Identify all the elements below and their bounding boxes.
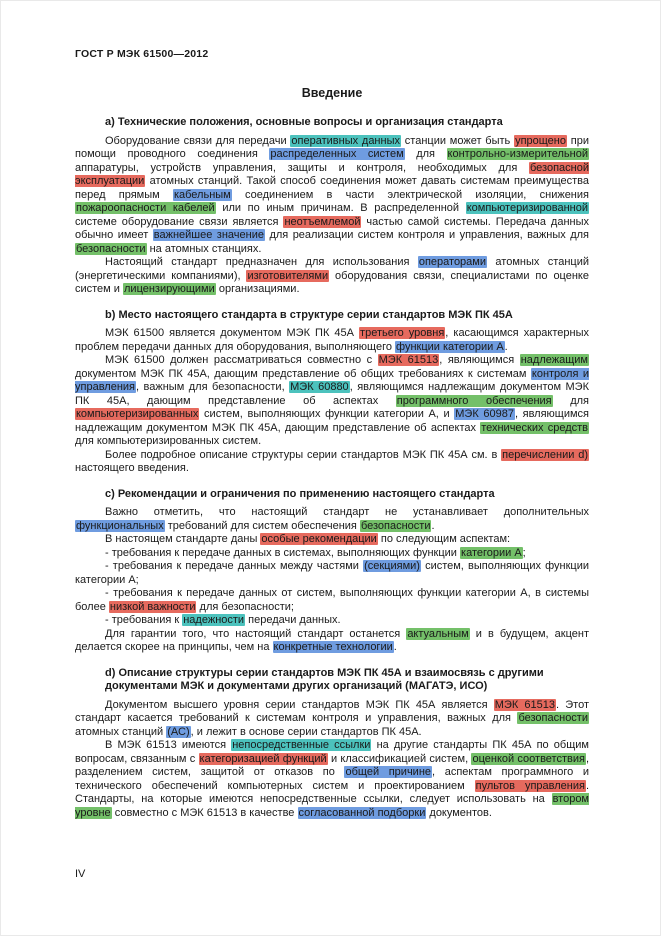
paragraph [75, 560, 589, 587]
text-run: Важно отметить, что настоящий стандарт не устанавливает дополнительных [105, 506, 589, 518]
text-run: передачи данных. [245, 614, 341, 626]
highlighted-text: неотъемлемой [284, 215, 361, 228]
paragraph [75, 506, 589, 533]
text-run: и в будущем, акцент делается скорее на принципы, чем на [75, 627, 589, 653]
text-run: , и лежит в основе серии стандартов ПК 45А. [190, 725, 422, 738]
highlighted-text: безопасности [518, 712, 588, 724]
text-run: системе оборудование связи является [75, 215, 284, 228]
highlighted-text: изготовителями [247, 269, 329, 282]
text-run: - требования к передаче данных в системах, выполняющих функции [105, 546, 461, 559]
text-run: атомных станций (энергетическими компаниями), [75, 256, 589, 282]
paragraph [75, 533, 589, 547]
highlighted-text: согласованной подборки [298, 806, 426, 819]
paragraph [75, 699, 589, 740]
text-run: и классификацией систем, [327, 752, 472, 765]
highlighted-text: технических средств [481, 421, 588, 434]
highlighted-text: контроля и управления [75, 367, 589, 393]
highlighted-text: (АС) [167, 725, 190, 738]
text-run: при помощи проводного соединения [75, 134, 590, 160]
text-run: , являющимся надлежащим документом МЭК ПК 45А, дающим представление об аспектах [75, 408, 589, 434]
text-run: . Стандарты, на которые имеются непосредственные ссылки, следует использовать на [75, 779, 590, 805]
document-number: ГОСТ Р МЭК 61500—2012 [75, 48, 209, 60]
section-heading-a: a) Технические положения, основные вопросы и организация стандарта [105, 116, 503, 128]
highlighted-text: программного обеспечения [396, 394, 552, 407]
text-run: , разделением систем, защитой от отказов по [75, 752, 589, 778]
text-run: Документом высшего уровня серии стандартов МЭК ПК 45А является [105, 698, 494, 711]
text-run: - требования к [105, 614, 183, 626]
text-run: Для гарантии того, что настоящий стандарт останется [105, 627, 407, 640]
highlighted-text: важнейшее значение [153, 229, 264, 241]
text-run: . [504, 340, 508, 353]
text-run: атомных станций. Такой способ соединения может давать системам преимущества перед прямым [75, 175, 589, 201]
highlighted-text: контрольно-измерительной [447, 148, 588, 160]
text-run: , касающимся характерных проблем передачи данных для оборудования, выполняющего [75, 327, 589, 353]
page-number: IV [75, 868, 86, 880]
text-run: оборудования связи, специалистами по оценке систем и [75, 269, 589, 295]
highlighted-text: кабельным [173, 188, 231, 201]
text-run: для реализации систем контроля и управления, важных для [265, 229, 589, 241]
text-run: настоящего введения. [75, 462, 189, 474]
highlighted-text: втором уровне [75, 793, 589, 819]
page-title: Введение [301, 86, 363, 100]
document-body [75, 116, 589, 820]
highlighted-text: (секциями) [364, 560, 420, 572]
paragraph [75, 327, 589, 354]
highlighted-text: низкой важности [109, 600, 196, 613]
text-run: для безопасности; [196, 600, 294, 613]
highlighted-text: безопасности [76, 242, 146, 255]
highlighted-text: особые рекомендации [261, 533, 377, 545]
text-run: документом МЭК ПК 45А, дающим представление об общих требованиях к системам [75, 367, 531, 380]
text-run: документов. [426, 806, 492, 819]
highlighted-text: безопасной эксплуатации [75, 161, 589, 187]
text-run: частью самой системы. Передача данных обычно имеет [75, 215, 589, 241]
highlighted-text: перечислении d) [502, 448, 588, 461]
paragraph [75, 739, 589, 820]
text-run: - требования к передаче данных между частями [105, 560, 364, 572]
text-run: или по иным причинам. В распределенной [215, 202, 466, 214]
text-run: на другие стандарты ПК 45А по общим вопросам, связанным с [75, 739, 589, 765]
text-run: для компьютеризированных систем. [75, 435, 262, 447]
highlighted-text: оценкой соответствия [472, 752, 585, 765]
text-run: соединением в части электрической изоляции, снижения [231, 188, 589, 201]
paragraph [75, 547, 589, 561]
highlighted-text: МЭК 61513 [378, 354, 439, 366]
text-run: для [552, 394, 589, 407]
text-run: , важным для безопасности, [136, 381, 290, 393]
text-run: совместно с МЭК 61513 в качестве [111, 806, 298, 819]
text-run: для [404, 148, 447, 160]
text-run: систем, выполняющих функции категории А; [75, 560, 589, 586]
highlighted-text: функциональных [76, 519, 164, 532]
highlighted-text: функции категории А [396, 340, 504, 353]
text-run: систем, выполняющих функции категории А, и [199, 408, 455, 420]
paragraph [75, 256, 589, 297]
text-run: В настоящем стандарте даны [105, 533, 261, 545]
section-heading-c: c) Рекомендации и ограничения по применению настоящего стандарта [105, 487, 495, 500]
text-run: . [393, 641, 397, 653]
text-run: по следующим аспектам: [377, 533, 511, 545]
text-run: аппаратуры, устройств управления, защиты и контроля, необходимых для [75, 161, 529, 174]
text-run: на атомных станциях. [146, 242, 262, 255]
text-run: . Этот стандарт касается требований к системам контроля и управления, важных для [75, 698, 589, 724]
text-run: Оборудование связи для передачи [105, 134, 291, 147]
highlighted-text: надлежащим [520, 354, 588, 366]
highlighted-text: компьютеризированной [466, 202, 588, 214]
highlighted-text: операторами [418, 256, 487, 268]
section-heading-d: d) Описание структуры серии стандартов МЭК ПК 45А и взаимосвязь с другими документами МЭК и документами других организаций (МАГАТЭ, ИСО) [105, 666, 544, 692]
highlighted-text: упрощено [515, 134, 566, 147]
paragraph [75, 135, 589, 257]
text-run: , являющимся [439, 354, 520, 366]
highlighted-text: конкретные технологии [273, 641, 393, 653]
highlighted-text: компьютеризированных [76, 408, 199, 420]
paragraph [75, 628, 589, 655]
text-run: Более подробное описание структуры серии стандартов МЭК ПК 45А см. в [105, 448, 502, 461]
highlighted-text: надежности [183, 614, 245, 626]
highlighted-text: МЭК 61513 [494, 698, 556, 711]
text-run: ; [522, 546, 526, 559]
highlighted-text: третьего уровня [360, 327, 445, 339]
highlighted-text: актуальным [407, 627, 469, 640]
section-heading-b: b) Место настоящего стандарта в структуре серии стандартов МЭК ПК 45А [105, 308, 513, 321]
paragraph [75, 587, 589, 614]
text-run: требований для систем обеспечения [164, 519, 360, 532]
text-run: МЭК 61500 должен рассматриваться совместно с [105, 354, 378, 366]
highlighted-text: категории А [461, 546, 522, 559]
text-run: В МЭК 61513 имеются [105, 739, 232, 751]
highlighted-text: непосредственные ссылки [232, 739, 371, 751]
text-run: . [431, 519, 435, 532]
text-run: станции может быть [401, 134, 515, 147]
text-run: организациями. [215, 283, 300, 295]
text-run: , являющимся надлежащим документом МЭК ПК 45А, дающим представление об аспектах [75, 381, 589, 407]
highlighted-text: пультов управления [475, 779, 585, 792]
paragraph [75, 354, 589, 449]
text-run: МЭК 61500 является документом МЭК ПК 45А [105, 327, 360, 339]
highlighted-text: МЭК 60880 [290, 381, 349, 393]
text-run: Настоящий стандарт предназначен для использования [105, 256, 418, 268]
highlighted-text: пожароопасности кабелей [76, 202, 215, 214]
highlighted-text: лицензирующими [124, 283, 215, 295]
text-run: , аспектам программного и технического обеспечений компьютерных систем и проектированием [75, 766, 589, 792]
paragraph [75, 449, 589, 476]
highlighted-text: категоризацией функций [199, 752, 327, 765]
highlighted-text: МЭК 60987 [455, 408, 514, 420]
highlighted-text: распределенных систем [270, 148, 404, 160]
text-run: - требования к передаче данных от систем, выполняющих функции категории А, в системы более [75, 587, 589, 613]
highlighted-text: оперативных данных [291, 134, 400, 147]
highlighted-text: безопасности [360, 519, 431, 532]
paragraph [75, 614, 589, 628]
text-run: атомных станций [75, 725, 167, 738]
highlighted-text: общей причине [345, 766, 432, 778]
